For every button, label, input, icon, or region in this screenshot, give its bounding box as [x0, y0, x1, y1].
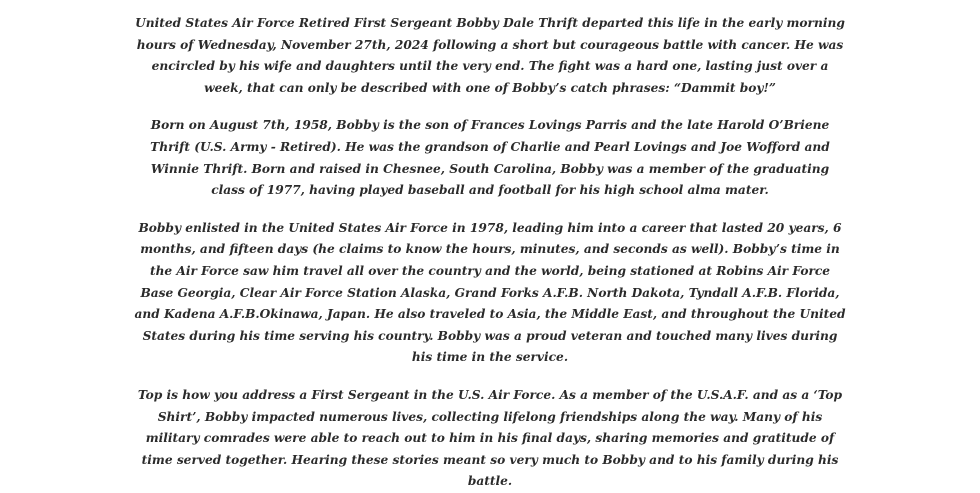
paragraph-air-force-career: Bobby enlisted in the United States Air Force in 1978, leading him into a career that lasted 20 years, 6 months, and fifteen days (he claims to know the hours, minutes, and seconds as well). Bobby’s time in the Air Force saw him travel all over the country and the world, being stationed at Robins Air Force Base Georgia, Clear Air Force Station Alaska, Grand Forks A.F.B. North Dakota, Tyndall A.F.B. Florida, and Kadena A.F.B.Okinawa, Japan. He also traveled to Asia, the Middle East, and throughout the United States during his time serving his country. Bobby was a proud veteran and touched many lives during his time in the service.: [134, 220, 846, 365]
paragraph-early-life: Born on August 7th, 1958, Bobby is the son of Frances Lovings Parris and the late Harold O’Briene Thrift (U.S. Army - Retired). He was the grandson of Charlie and Pearl Lovings and Joe Wofford and Winnie Thrift. Born and raised in Chesnee, South Carolina, Bobby was a member of the graduating class of 1977, having played baseball and football for his high school alma mater.: [150, 118, 830, 198]
paragraph-passing: United States Air Force Retired First Sergeant Bobby Dale Thrift departed this life in the early morning hours of Wednesday, November 27th, 2024 following a short but courageous battle with cancer. He was encircled by his wife and daughters until the very end. The fight was a hard one, lasting just over a week, that can only be described with one of Bobby’s catch phrases: “Dammit boy!”: [135, 16, 845, 95]
obituary-text: [134, 8, 846, 493]
paragraph-top-shirt: Top is how you address a First Sergeant in the U.S. Air Force. As a member of the U.S.A.F. and as a ‘Top Shirt’, Bobby impacted numerous lives, collecting lifelong friendships along the way. Many of his military comrades were able to reach out to him in his final days, sharing memories and gratitude of time served together. Hearing these stories meant so very much to Bobby and to his family during his battle.: [137, 387, 843, 489]
